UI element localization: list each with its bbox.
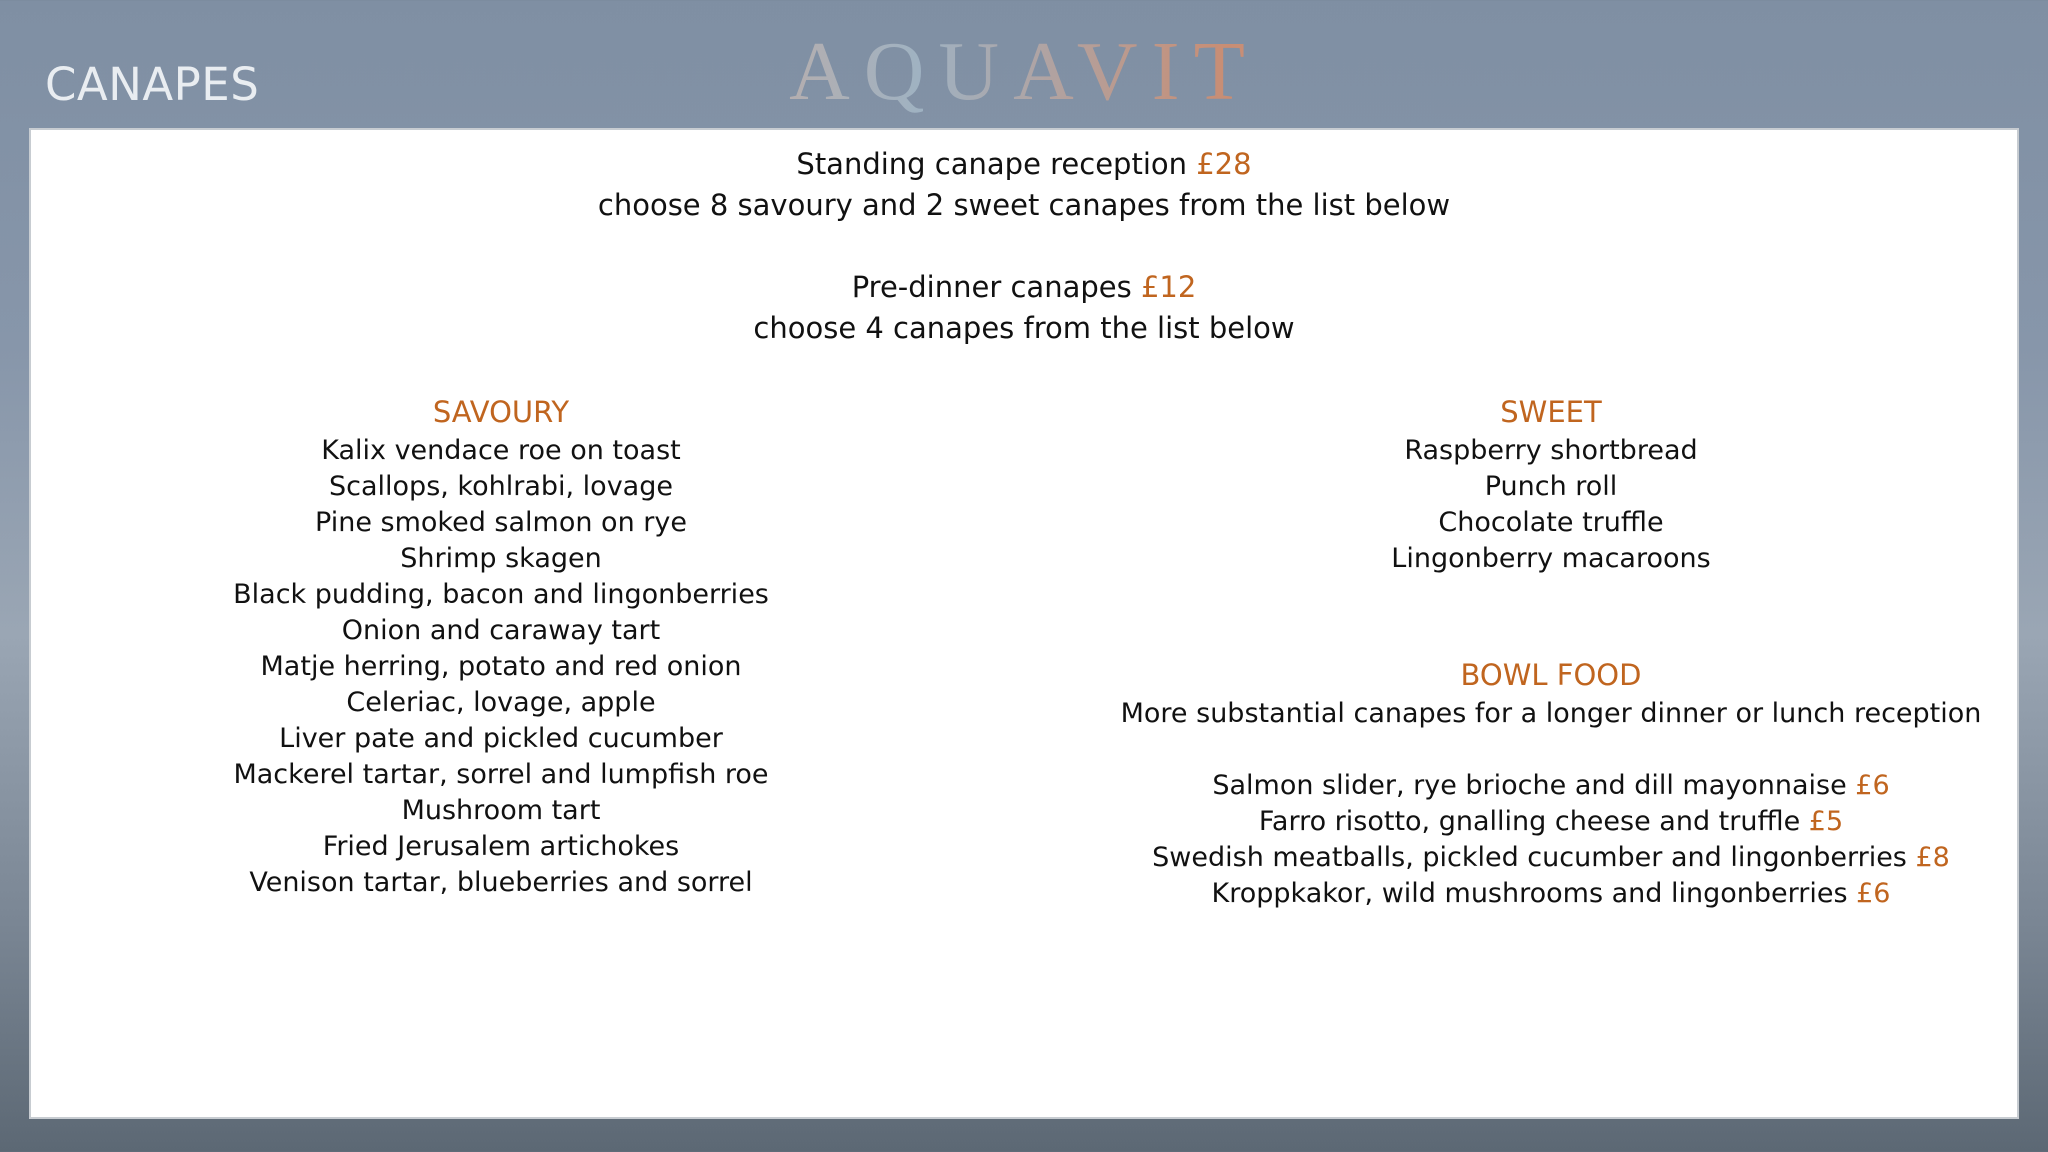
bowl-food-list (1051, 768, 2048, 912)
bowl-food-item-price: £8 (1915, 842, 1950, 873)
standing-reception-price: £28 (1196, 147, 1252, 181)
bowl-food-item (1051, 840, 2048, 876)
bowl-food-item-price: £6 (1856, 878, 1891, 909)
bowl-food-item-name: Kroppkakor, wild mushrooms and lingonberries (1211, 878, 1857, 909)
predinner-line (31, 267, 2017, 308)
sweet-list (1221, 433, 1881, 577)
bowl-food-item-name: Swedish meatballs, pickled cucumber and lingonberries (1152, 842, 1916, 873)
savoury-item: Onion and caraway tart (341, 615, 661, 646)
predinner-block (31, 267, 2017, 349)
savoury-item: Celeriac, lovage, apple (346, 687, 656, 718)
savoury-item: Pine smoked salmon on rye (315, 507, 687, 538)
predinner-label: Pre-dinner canapes (851, 270, 1141, 304)
savoury-item: Black pudding, bacon and lingonberries (233, 579, 769, 610)
bowl-food-item (1051, 876, 2048, 912)
savoury-item: Kalix vendace roe on toast (321, 435, 681, 466)
standing-reception-block (31, 144, 2017, 226)
bowl-food-item-price: £6 (1855, 770, 1890, 801)
savoury-item: Liver pate and pickled cucumber (279, 723, 723, 754)
bowl-food-item-name: Salmon slider, rye brioche and dill mayonnaise (1212, 770, 1856, 801)
predinner-price: £12 (1140, 270, 1197, 304)
savoury-heading: SAVOURY (432, 395, 570, 429)
sweet-item: Lingonberry macaroons (1391, 543, 1711, 574)
bowl-food-item (1051, 804, 2048, 840)
bowl-food-heading: BOWL FOOD (1460, 658, 1642, 692)
menu-panel (29, 128, 2019, 1119)
sweet-item: Punch roll (1484, 471, 1618, 502)
savoury-list (171, 433, 831, 901)
bowl-food-item-price: £5 (1808, 806, 1844, 837)
bowl-food-section (1051, 655, 2048, 912)
bowl-food-subtitle: More substantial canapes for a longer dinner or lunch reception (1120, 698, 1982, 729)
savoury-item: Scallops, kohlrabi, lovage (329, 471, 673, 502)
savoury-item: Fried Jerusalem artichokes (322, 831, 680, 862)
predinner-subtitle: choose 4 canapes from the list below (753, 311, 1295, 345)
savoury-item: Mushroom tart (401, 795, 601, 826)
sweet-item: Chocolate truffle (1438, 507, 1664, 538)
savoury-item: Matje herring, potato and red onion (260, 651, 742, 682)
standing-reception-label: Standing canape reception (796, 147, 1197, 181)
savoury-section (171, 392, 831, 901)
savoury-item: Mackerel tartar, sorrel and lumpfish roe (233, 759, 769, 790)
sweet-heading: SWEET (1500, 395, 1602, 429)
aquavit-logo: AQUAVIT (0, 30, 2048, 114)
standing-reception-line (31, 144, 2017, 185)
standing-reception-subtitle: choose 8 savoury and 2 sweet canapes from the list below (597, 188, 1451, 222)
savoury-item: Venison tartar, blueberries and sorrel (249, 867, 753, 898)
sweet-item: Raspberry shortbread (1404, 435, 1698, 466)
sweet-section (1221, 392, 1881, 577)
bowl-food-item (1051, 768, 2048, 804)
savoury-item: Shrimp skagen (400, 543, 602, 574)
bowl-food-item-name: Farro risotto, gnalling cheese and truffle (1258, 806, 1809, 837)
